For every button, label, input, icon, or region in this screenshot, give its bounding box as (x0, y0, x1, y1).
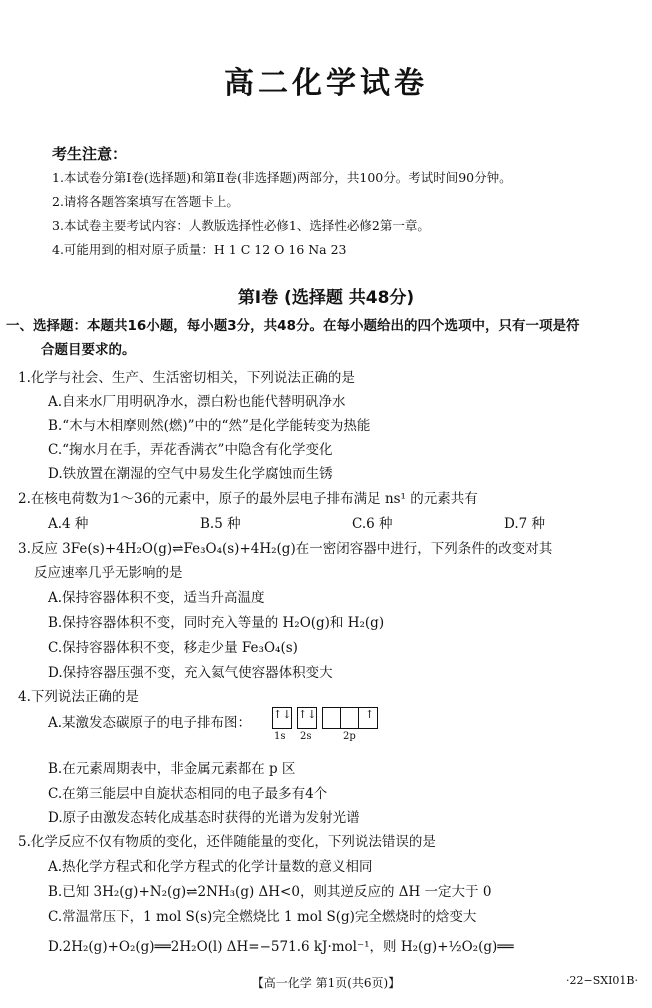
orbital-electrons: ↑ (365, 708, 375, 721)
orbital-electrons: ↑↓ (273, 708, 292, 721)
question-option: D.原子由激发态转化成基态时获得的光谱为发射光谱 (48, 810, 360, 826)
question-option: B.保持容器体积不变，同时充入等量的 H₂O(g)和 H₂(g) (48, 615, 385, 631)
orbital-divider (358, 708, 359, 728)
question-option: D.2H₂(g)+O₂(g)══2H₂O(l) ΔH=−571.6 kJ·mol⁻¹，则 H₂(g)+½O₂(g)══ (48, 939, 514, 955)
question-stem: 3.反应 3Fe(s)+4H₂O(g)⇌Fe₃O₄(s)+4H₂(g)在一密闭容器中进行，下列条件的改变对其 (18, 541, 553, 557)
orbital-box-2s (297, 707, 317, 729)
question-option: D.7 种 (504, 516, 546, 532)
question-option: A.4 种 (48, 516, 89, 532)
question-option: D.铁放置在潮湿的空气中易发生化学腐蚀而生锈 (48, 466, 333, 482)
notice-item: 4.可能用到的相对原子质量：H 1 C 12 O 16 Na 23 (52, 242, 347, 257)
question-stem-continued: 反应速率几乎无影响的是 (34, 565, 183, 581)
question-stem: 1.化学与社会、生产、生活密切相关，下列说法正确的是 (18, 370, 355, 386)
question-stem: 5.化学反应不仅有物质的变化，还伴随能量的变化，下列说法错误的是 (18, 834, 436, 850)
orbital-box-2p (322, 707, 378, 729)
notice-item: 1.本试卷分第Ⅰ卷(选择题)和第Ⅱ卷(非选择题)两部分，共100分。考试时间90分钟。 (52, 170, 512, 185)
part-instruction: 合题目要求的。 (41, 342, 136, 358)
question-option: C.6 种 (352, 516, 393, 532)
question-option: A.保持容器体积不变，适当升高温度 (48, 590, 265, 606)
orbital-electrons: ↑↓ (298, 708, 317, 721)
question-option: A.某激发态碳原子的电子排布图： (48, 715, 252, 731)
page-title: 高二化学试卷 (224, 66, 428, 101)
question-option: A.自来水厂用明矾净水，漂白粉也能代替明矾净水 (48, 394, 346, 410)
notice-item: 3.本试卷主要考试内容：人教版选择性必修1、选择性必修2第一章。 (52, 218, 430, 233)
orbital-divider (340, 708, 341, 728)
question-option: A.热化学方程式和化学方程式的化学计量数的意义相同 (48, 859, 373, 875)
paper-code: ·22−SXI01B· (566, 974, 638, 987)
question-option: D.保持容器压强不变，充入氦气使容器体积变大 (48, 665, 333, 681)
question-options-row (48, 512, 652, 532)
orbital-label: 2s (300, 731, 312, 742)
section-title: 第Ⅰ卷 (选择题 共48分) (237, 288, 415, 308)
notice-heading: 考生注意： (52, 145, 128, 163)
question-option: C.保持容器体积不变，移走少量 Fe₃O₄(s) (48, 640, 298, 656)
orbital-box-1s (272, 707, 292, 729)
question-option: C.常温常压下，1 mol S(s)完全燃烧比 1 mol S(g)完全燃烧时的焓变大 (48, 909, 477, 925)
question-option: B.“木与木相摩则然(燃)”中的“然”是化学能转变为热能 (48, 418, 371, 434)
orbital-label: 2p (343, 731, 356, 742)
part-instruction: 一、选择题：本题共16小题，每小题3分，共48分。在每小题给出的四个选项中，只有一项是符 (6, 318, 580, 334)
question-option: B.在元素周期表中，非金属元素都在 p 区 (48, 761, 296, 777)
question-option: B.5 种 (200, 516, 241, 532)
orbital-label: 1s (274, 731, 286, 742)
question-stem: 2.在核电荷数为1～36的元素中，原子的最外层电子排布满足 ns¹ 的元素共有 (18, 491, 478, 507)
notice-item: 2.请将各题答案填写在答题卡上。 (52, 194, 239, 209)
page-footer: 【高一化学 第1页(共6页)】 (251, 976, 401, 990)
question-option: C.在第三能层中自旋状态相同的电子最多有4个 (48, 786, 328, 802)
question-option: B.已知 3H₂(g)+N₂(g)⇌2NH₃(g) ΔH<0，则其逆反应的 ΔH 一定大于 0 (48, 884, 492, 900)
question-stem: 4.下列说法正确的是 (18, 689, 139, 705)
question-option: C.“掬水月在手，弄花香满衣”中隐含有化学变化 (48, 442, 333, 458)
